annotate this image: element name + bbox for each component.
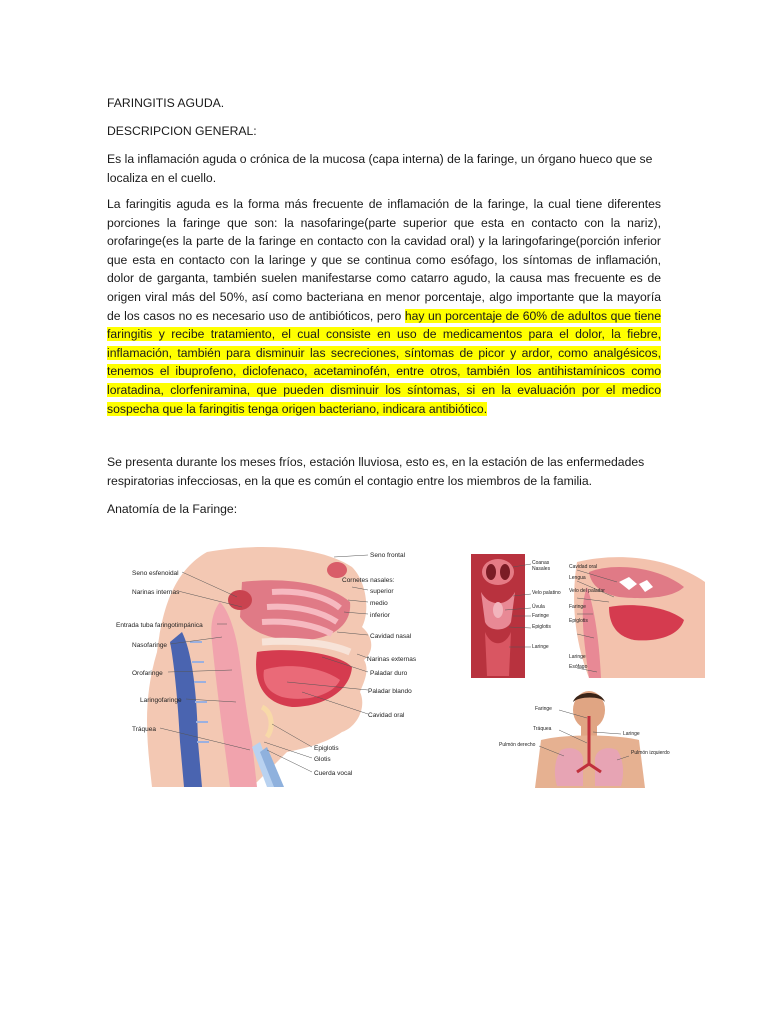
- label-velo-palatino: Velo palatino: [532, 590, 561, 596]
- label-paladar-duro: Paladar duro: [370, 670, 408, 677]
- label-seno-frontal: Seno frontal: [370, 552, 406, 559]
- anatomy-heading: Anatomía de la Faringe:: [107, 502, 238, 516]
- label-cuerda-vocal: Cuerda vocal: [314, 770, 353, 777]
- section-heading: DESCRIPCION GENERAL:: [107, 124, 257, 138]
- label-velo-del-paladar: Velo del paladar: [569, 588, 605, 594]
- label-faringe-torso: Faringe: [535, 706, 552, 712]
- respiratory-tract-figure: [469, 688, 707, 788]
- label-paladar-blando: Paladar blando: [368, 688, 412, 695]
- label-epiglotis-lateral: Epiglotis: [569, 618, 588, 624]
- label-esofago: Esófago: [569, 664, 588, 670]
- label-traquea: Tráquea: [132, 726, 156, 733]
- label-laringe-lateral: Laringe: [569, 654, 586, 660]
- sagittal-section-illustration: [112, 542, 417, 787]
- paragraph-2-text: [107, 195, 661, 418]
- label-cornete-superior: superior: [370, 588, 394, 595]
- label-pulmon-izquierdo: Pulmón izquierdo: [631, 750, 670, 756]
- label-entrada-tuba: Entrada tuba faringotimpánica: [116, 622, 203, 629]
- label-orofaringe: Orofaringe: [132, 670, 163, 677]
- label-narinas-internas: Narinas internas: [132, 589, 180, 596]
- label-cavidad-oral-lateral: Cavidad oral: [569, 564, 598, 570]
- label-laringe-posterior: Laringe: [532, 644, 549, 650]
- label-faringe-posterior: Faringe: [532, 613, 549, 619]
- label-nasales: Nasales: [532, 566, 551, 572]
- paragraph-2-plain: La faringitis aguda es la forma más frecuente de inflamación de la faringe, la cual tiene diferentes porciones la faringe que son: la nasofaringe(parte superior que esta en contacto con la nariz), orofaringe(es la parte de la faringe en contacto con la cavidad oral) y la laringofaringe(porción inferior que esta en contacto con la laringe y que se continua como esófago, los síntomas de inflamación, dolor de garganta, también suelen manifestarse como catarro agudo, la causa mas frecuente es de origen viral más del 50%, así como bacteriana en menor porcentaje, algo importante que la mayoría de los casos no es necesario uso de antibióticos, pero: [107, 197, 661, 323]
- label-uvula: Úvula: [532, 604, 545, 610]
- paragraph-2-highlight: hay un porcentaje de 60% de adultos que tiene faringitis y recibe tratamiento, el cual consiste en uso de medicamentos para el dolor, la fiebre, inflamación, también para disminuir las secreciones, síntomas de picor y ardor, como analgésicos, tenemos el ibuprofeno, diclofenaco, acetaminofén, entre otros, también los antihistamínicos como loratadina, clorfeniramina, que pueden disminuir los síntomas, si en la evaluación por el medico sospecha que la faringitis tenga origen bacteriano, indicara antibiótico.: [107, 308, 661, 416]
- label-narinas-externas: Narinas externas: [367, 656, 417, 663]
- label-epiglotis: Epiglotis: [314, 745, 339, 752]
- label-seno-esfenoidal: Seno esfenoidal: [132, 570, 179, 577]
- pharynx-views-figure: [469, 552, 707, 680]
- label-lengua: Lengua: [569, 575, 586, 581]
- document-title: FARINGITIS AGUDA.: [107, 96, 225, 110]
- pharynx-sagittal-figure: [112, 542, 417, 787]
- paragraph-3-text: Se presenta durante los meses fríos, estación lluviosa, esto es, en la estación de las enfermedades respiratorias infecciosas, en la que es común el contagio entre los miembros de la familia.: [107, 455, 645, 488]
- paragraph-definition: [107, 150, 661, 187]
- paragraph-description: [107, 195, 661, 418]
- label-traquea-torso: Tráquea: [533, 726, 552, 732]
- label-coanas: Coanas: [532, 560, 550, 566]
- paragraph-season: [107, 453, 661, 490]
- label-epiglotis-posterior: Epiglotis: [532, 624, 551, 630]
- respiratory-tract-illustration: [469, 688, 707, 788]
- label-cornete-inferior: inferior: [370, 612, 390, 619]
- label-laringofaringe: Laringofaringe: [140, 697, 182, 704]
- label-pulmon-derecho: Pulmón derecho: [499, 742, 536, 748]
- label-nasofaringe: Nasofaringe: [132, 642, 168, 649]
- label-glotis: Glotis: [314, 756, 331, 763]
- label-faringe-lateral: Faringe: [569, 604, 586, 610]
- paragraph-1-text: Es la inflamación aguda o crónica de la mucosa (capa interna) de la faringe, un órgano hueco que se localiza en el cuello.: [107, 152, 653, 185]
- pharynx-views-illustration: [469, 552, 707, 680]
- label-cornete-medio: medio: [370, 600, 388, 607]
- label-cavidad-nasal: Cavidad nasal: [370, 633, 412, 640]
- label-laringe-torso: Laringe: [623, 731, 640, 737]
- label-cavidad-oral: Cavidad oral: [368, 712, 405, 719]
- label-cornetes-nasales: Cornetes nasales:: [342, 577, 395, 584]
